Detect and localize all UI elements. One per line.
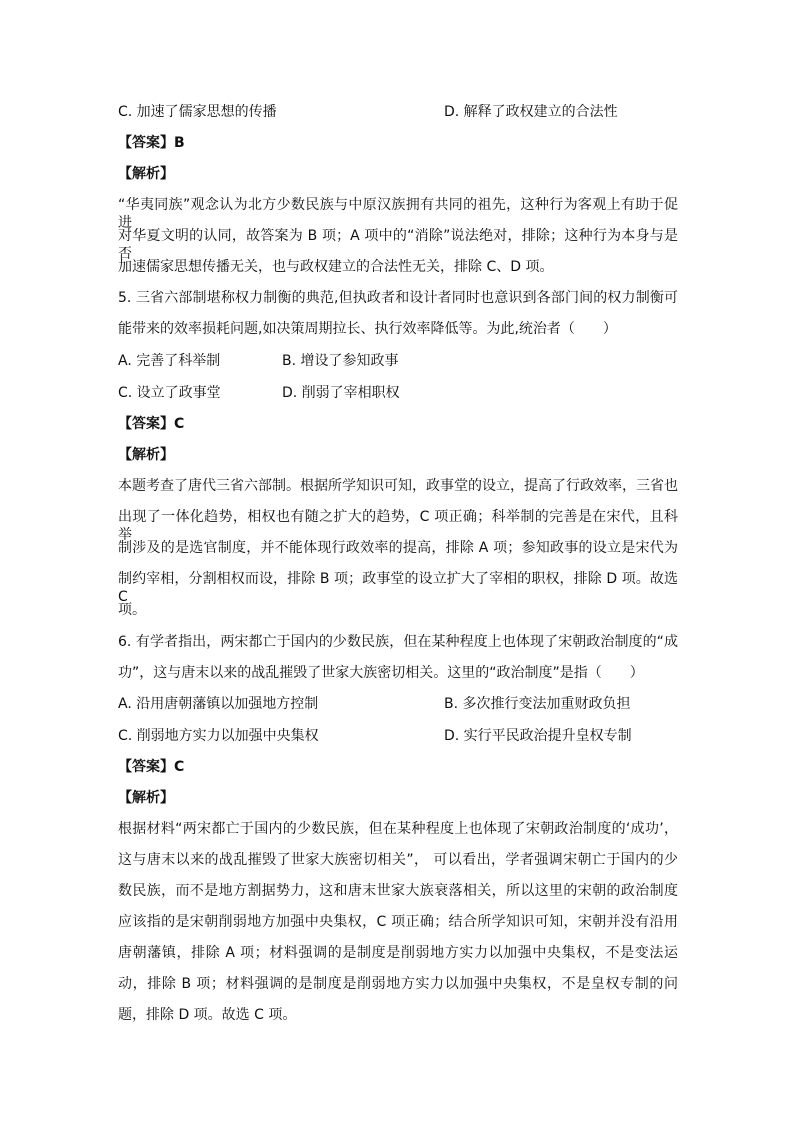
q4-option-c: C. 加速了儒家思想的传播: [118, 104, 277, 120]
q5-option-a: A. 完善了科举制: [118, 353, 221, 369]
q6-analysis-line-2: 这与唐末以来的战乱摧毁了世家大族密切相关”， 可以看出，学者强调宋朝亡于国内的少: [118, 852, 678, 868]
q6-stem-line-2: 功”，这与唐末以来的战乱摧毁了世家大族密切相关。这里的“政治制度”是指（ ）: [118, 665, 644, 681]
q4-analysis-line-1: “华夷同族”观念认为北方少数民族与中原汉族拥有共同的祖先，这种行为客观上有助于促进: [118, 197, 678, 231]
q6-analysis-line-7: 题，排除 D 项。故选 C 项。: [118, 1007, 297, 1023]
q5-option-d: D. 削弱了宰相职权: [282, 385, 400, 401]
q5-option-c: C. 设立了政事堂: [118, 385, 221, 401]
q5-analysis-line-1: 本题考查了唐代三省六部制。根据所学知识可知，政事堂的设立，提高了行政效率，三省也: [118, 478, 678, 494]
q4-option-d: D. 解释了政权建立的合法性: [444, 104, 618, 120]
q5-answer: 【答案】C: [118, 416, 185, 432]
q5-stem-line-1: 5. 三省六部制堪称权力制衡的典范,但执政者和设计者同时也意识到各部门间的权力制衡可: [118, 290, 678, 306]
q6-analysis-line-3: 数民族，而不是地方割据势力，这和唐末世家大族衰落相关，所以这里的宋朝的政治制度: [118, 883, 678, 899]
q5-option-b: B. 增设了参知政事: [282, 353, 399, 369]
q6-analysis-line-6: 动，排除 B 项；材料强调的是制度是削弱地方实力以加强中央集权，不是皇权专制的问: [118, 976, 678, 992]
q5-analysis-label: 【解析】: [118, 447, 174, 463]
q6-stem-line-1: 6. 有学者指出，两宋都亡于国内的少数民族，但在某种程度上也体现了宋朝政治制度的“成: [118, 634, 678, 650]
q5-analysis-line-5: 项。: [118, 602, 146, 618]
q6-option-a: A. 沿用唐朝藩镇以加强地方控制: [118, 696, 319, 712]
q6-analysis-line-1: 根据材料“两宋都亡于国内的少数民族，但在某种程度上也体现了宋朝政治制度的‘成功’，: [118, 821, 678, 837]
q6-analysis-label: 【解析】: [118, 790, 174, 806]
q5-analysis-line-2: 出现了一体化趋势，相权也有随之扩大的趋势，C 项正确；科举制的完善是在宋代，且科举: [118, 509, 678, 543]
q6-answer: 【答案】C: [118, 759, 185, 775]
q6-analysis-line-4: 应该指的是宋朝削弱地方加强中央集权，C 项正确；结合所学知识可知，宋朝并没有沿用: [118, 914, 678, 930]
q4-analysis-label: 【解析】: [118, 166, 174, 182]
q6-option-c: C. 削弱地方实力以加强中央集权: [118, 728, 319, 744]
q5-stem-line-2: 能带来的效率损耗问题,如决策周期拉长、执行效率降低等。为此,统治者（ ）: [118, 321, 617, 337]
q6-analysis-line-5: 唐朝藩镇，排除 A 项；材料强调的是制度是削弱地方实力以加强中央集权，不是变法运: [118, 945, 678, 961]
q5-analysis-line-3: 制涉及的是选官制度，并不能体现行政效率的提高，排除 A 项；参知政事的设立是宋代为: [118, 540, 678, 556]
q4-analysis-line-3: 加速儒家思想传播无关，也与政权建立的合法性无关，排除 C、D 项。: [118, 259, 554, 275]
q6-option-d: D. 实行平民政治提升皇权专制: [444, 728, 632, 744]
q4-analysis-line-2: 对华夏文明的认同，故答案为 B 项；A 项中的“消除”说法绝对，排除；这种行为本身与是否: [118, 228, 678, 262]
q6-option-b: B. 多次推行变法加重财政负担: [444, 696, 631, 712]
q5-analysis-line-4: 制约宰相，分割相权而设，排除 B 项；政事堂的设立扩大了宰相的职权，排除 D 项。故选 C: [118, 571, 678, 605]
q4-answer: 【答案】B: [118, 135, 185, 151]
